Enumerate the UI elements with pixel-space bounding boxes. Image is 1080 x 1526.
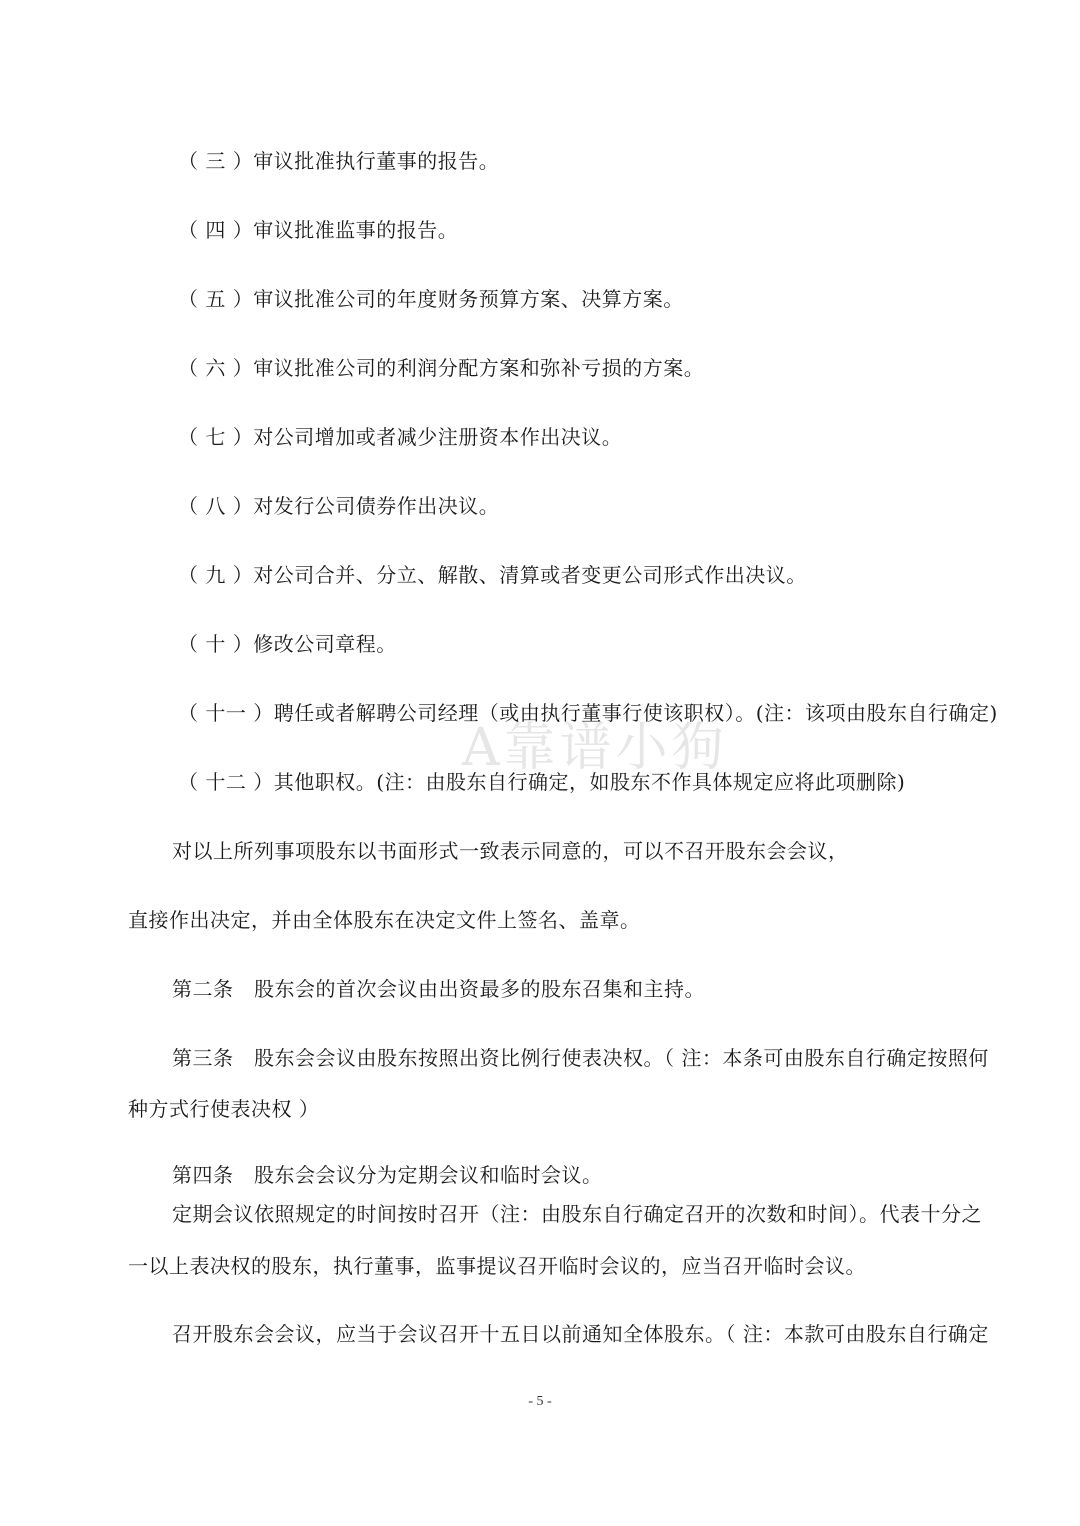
list-item-12: （ 十二 ）其他职权。(注：由股东自行确定，如股东不作具体规定应将此项删除) (178, 770, 906, 794)
list-item-11: （ 十一 ）聘任或者解聘公司经理（或由执行董事行使该职权）。(注：该项由股东自行确定) (178, 701, 998, 725)
paragraph-line: 召开股东会会议，应当于会议召开十五日以前通知全体股东。（ 注：本款可由股东自行确定 (172, 1322, 989, 1346)
watermark: A靠谱小狗 (462, 718, 728, 778)
paragraph-line: 定期会议依照规定的时间按时召开（注：由股东自行确定召开的次数和时间）。代表十分之 (172, 1202, 982, 1226)
article-2: 第二条 股东会的首次会议由出资最多的股东召集和主持。 (172, 977, 705, 1001)
list-item-10: （ 十 ）修改公司章程。 (178, 632, 397, 656)
page-number: - 5 - (528, 1394, 552, 1409)
paragraph-line: 对以上所列事项股东以书面形式一致表示同意的，可以不召开股东会会议， (172, 839, 849, 863)
list-item-3: （ 三 ）审议批准执行董事的报告。 (178, 149, 500, 173)
article-3: 第三条 股东会会议由股东按照出资比例行使表决权。（ 注：本条可由股东自行确定按照何 (172, 1046, 989, 1070)
article-3-continued: 种方式行使表决权 ） (128, 1097, 320, 1121)
list-item-7: （ 七 ）对公司增加或者减少注册资本作出决议。 (178, 425, 623, 449)
list-item-8: （ 八 ）对发行公司债券作出决议。 (178, 494, 500, 518)
list-item-4: （ 四 ）审议批准监事的报告。 (178, 218, 459, 242)
list-item-6: （ 六 ）审议批准公司的利润分配方案和弥补亏损的方案。 (178, 356, 705, 380)
paragraph-line: 一以上表决权的股东，执行董事，监事提议召开临时会议的，应当召开临时会议。 (128, 1254, 866, 1278)
article-4: 第四条 股东会会议分为定期会议和临时会议。 (172, 1163, 603, 1187)
list-item-5: （ 五 ）审议批准公司的年度财务预算方案、决算方案。 (178, 287, 684, 311)
list-item-9: （ 九 ）对公司合并、分立、解散、清算或者变更公司形式作出决议。 (178, 563, 807, 587)
paragraph-line: 直接作出决定，并由全体股东在决定文件上签名、盖章。 (128, 908, 641, 932)
